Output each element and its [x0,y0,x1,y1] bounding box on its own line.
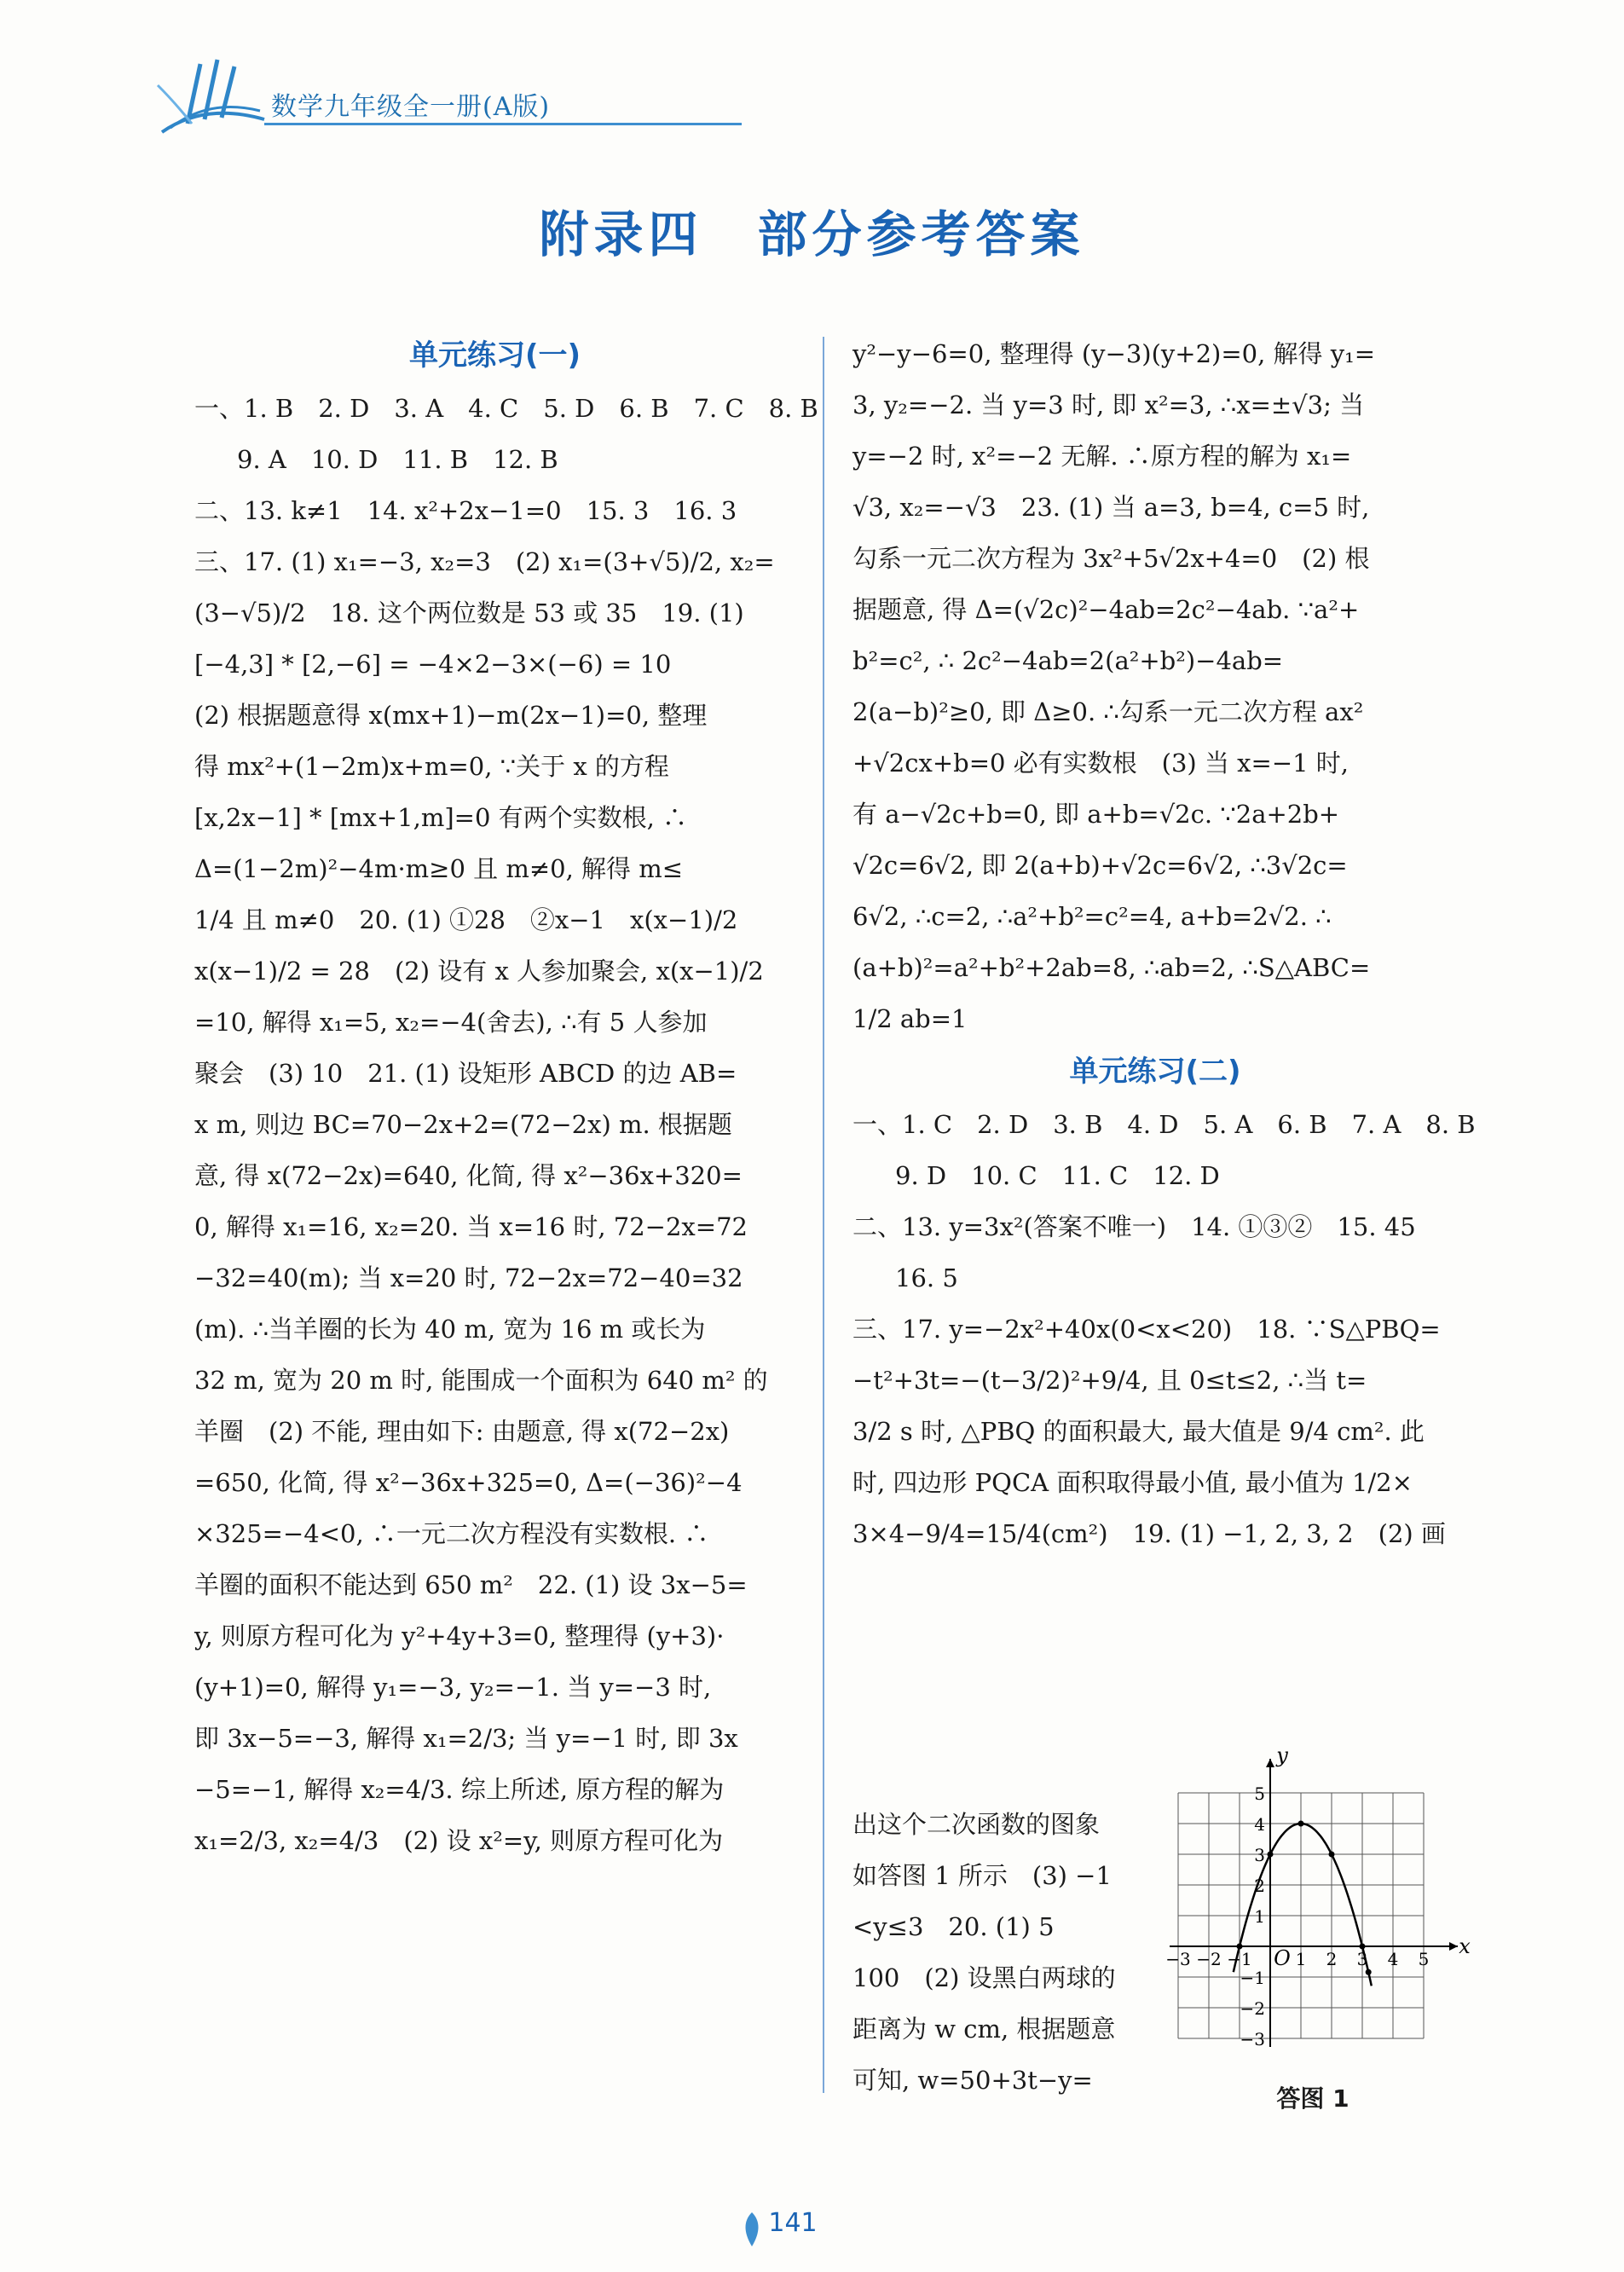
answer-line: (2) 根据题意得 x(mx+1)−m(2x−1)=0, 整理 [194,701,708,730]
answer-line: 1/4 且 m≠0 20. (1) ①28 ②x−1 x(x−1)/2 [194,905,738,934]
answer-line: √3, x₂=−√3 23. (1) 当 a=3, b=4, c=5 时, [852,493,1370,522]
x-tick-label: 2 [1326,1949,1338,1969]
x-tick-label: 5 [1418,1949,1430,1969]
figure-caption: 答图 1 [1276,2084,1349,2113]
answer-line: 勾系一元二次方程为 3x²+5√2x+4=0 (2) 根 [852,544,1370,573]
answer-lines [194,383,818,1866]
x-tick-label: 4 [1387,1949,1399,1969]
answer-line: (m). ∴当羊圈的长为 40 m, 宽为 16 m 或长为 [194,1315,706,1344]
y-tick-label: −1 [1240,1968,1265,1988]
y-tick-label: −2 [1240,1998,1265,2019]
y-tick-label: −3 [1240,2029,1265,2049]
right-column [852,328,1476,1559]
answer-line: =650, 化简, 得 x²−36x+325=0, Δ=(−36)²−4 [194,1468,743,1497]
book-title: 数学九年级全一册(A版) [271,92,551,122]
book-logo-icon [153,51,273,136]
answer-line: 得 mx²+(1−2m)x+m=0, ∵关于 x 的方程 [194,752,669,781]
answer-line: =10, 解得 x₁=5, x₂=−4(舍去), ∴有 5 人参加 [194,1008,708,1037]
origin-label: O [1274,1946,1291,1970]
answer-line: 9. D 10. C 11. C 12. D [895,1161,1220,1190]
answer-line: y²−y−6=0, 整理得 (y−3)(y+2)=0, 解得 y₁= [852,339,1376,368]
answer-line: 1/2 ab=1 [852,1004,968,1033]
y-axis-arrow-icon [1266,1759,1274,1767]
y-tick-label: 2 [1254,1876,1265,1896]
data-point [1329,1852,1335,1858]
answer-line: 2(a−b)²≥0, 即 Δ≥0. ∴勾系一元二次方程 ax² [852,697,1364,726]
answer-line: 9. A 10. D 11. B 12. B [237,445,558,474]
answer-line: 羊圈 (2) 不能, 理由如下: 由题意, 得 x(72−2x) [194,1417,730,1446]
data-point [1268,1852,1274,1858]
x-axis-arrow-icon [1449,1942,1458,1951]
answer-line: 二、13. y=3x²(答案不唯一) 14. ①③② 15. 45 [852,1212,1416,1241]
answer-line: 16. 5 [895,1263,958,1292]
data-point [1366,1969,1372,1975]
answer-line: 距离为 w cm, 根据题意 [852,2015,1116,2044]
x-tick-label: 3 [1356,1949,1368,1969]
x-tick-label: −1 [1227,1949,1252,1969]
answer-line: 一、1. C 2. D 3. B 4. D 5. A 6. B 7. A 8. B [852,1110,1476,1139]
answer-lines [852,328,1458,1044]
answer-line: 三、17. (1) x₁=−3, x₂=3 (2) x₁=(3+√5)/2, x₂= [194,547,775,576]
answer-line: <y≤3 20. (1) 5 [852,1912,1055,1941]
answer-line: 一、1. B 2. D 3. A 4. C 5. D 6. B 7. C 8. B [194,394,818,423]
data-point [1298,1821,1304,1827]
x-tick-label: −2 [1196,1949,1222,1969]
x-tick-label: 1 [1295,1949,1307,1969]
column-divider [823,337,824,2093]
answer-line: +√2cx+b=0 必有实数根 (3) 当 x=−1 时, [852,749,1349,778]
answer-line: 二、13. k≠1 14. x²+2x−1=0 15. 3 16. 3 [194,496,737,525]
answer-line: 时, 四边形 PQCA 面积取得最小值, 最小值为 1/2× [852,1468,1413,1497]
answer-line: 据题意, 得 Δ=(√2c)²−4ab=2c²−4ab. ∵a²+ [852,595,1360,624]
answer-line: ×325=−4<0, ∴一元二次方程没有实数根. ∴ [194,1519,709,1548]
answer-line: √2c=6√2, 即 2(a+b)+√2c=6√2, ∴3√2c= [852,851,1348,880]
answer-line: −t²+3t=−(t−3/2)²+9/4, 且 0≤t≤2, ∴当 t= [852,1366,1367,1395]
section-title-unit-1: 单元练习(一) [408,338,581,373]
answer-line: 3×4−9/4=15/4(cm²) 19. (1) −1, 2, 3, 2 (2) 画 [852,1519,1446,1548]
answer-line: b²=c², ∴ 2c²−4ab=2(a²+b²)−4ab= [852,646,1284,675]
answer-line: y, 则原方程可化为 y²+4y+3=0, 整理得 (y+3)· [194,1622,725,1651]
answer-line: x₁=2/3, x₂=4/3 (2) 设 x²=y, 则原方程可化为 [194,1826,724,1855]
answer-line: 0, 解得 x₁=16, x₂=20. 当 x=16 时, 72−2x=72 [194,1212,748,1241]
data-point [1237,1944,1243,1950]
figure-side-text [852,1799,1159,2106]
page-header [153,51,597,145]
y-tick-label: 5 [1254,1783,1265,1804]
data-point [1360,1944,1366,1950]
answer-line: −32=40(m); 当 x=20 时, 72−2x=72−40=32 [194,1263,743,1292]
answer-line: [−4,3] * [2,−6] = −4×2−3×(−6) = 10 [194,650,672,679]
answer-line: 意, 得 x(72−2x)=640, 化简, 得 x²−36x+320= [194,1161,743,1190]
answer-line: 3/2 s 时, △PBQ 的面积最大, 最大值是 9/4 cm². 此 [852,1417,1425,1446]
answer-line: 可知, w=50+3t−y= [852,2066,1093,2095]
answer-line: 6√2, ∴c=2, ∴a²+b²=c²=4, a+b=2√2. ∴ [852,902,1332,931]
answer-line: (3−√5)/2 18. 这个两位数是 53 或 35 19. (1) [194,598,744,627]
answer-line: y=−2 时, x²=−2 无解. ∴原方程的解为 x₁= [852,442,1352,471]
page-number: 141 [768,2208,818,2238]
x-axis-label: x [1459,1934,1471,1958]
answer-line: 32 m, 宽为 20 m 时, 能围成一个面积为 640 m² 的 [194,1366,768,1395]
answer-line: 有 a−√2c+b=0, 即 a+b=√2c. ∵2a+2b+ [852,800,1340,829]
answer-line: x m, 则边 BC=70−2x+2=(72−2x) m. 根据题 [194,1110,732,1139]
answer-line: (y+1)=0, 解得 y₁=−3, y₂=−1. 当 y=−3 时, [194,1673,712,1702]
x-tick-label: −3 [1165,1949,1191,1969]
answer-lines [852,1099,1476,1559]
parabola-figure [1165,1743,1471,2119]
answer-line: Δ=(1−2m)²−4m·m≥0 且 m≠0, 解得 m≤ [194,854,684,883]
answer-line: 羊圈的面积不能达到 650 m² 22. (1) 设 3x−5= [194,1570,748,1599]
answer-line: 出这个二次函数的图象 [852,1810,1101,1839]
answer-line: −5=−1, 解得 x₂=4/3. 综上所述, 原方程的解为 [194,1775,725,1804]
answer-line: 如答图 1 所示 (3) −1 [852,1861,1112,1890]
answer-line: 三、17. y=−2x²+40x(0<x<20) 18. ∵S△PBQ= [852,1315,1441,1344]
answer-line: 聚会 (3) 10 21. (1) 设矩形 ABCD 的边 AB= [194,1059,737,1088]
answer-line: 3, y₂=−2. 当 y=3 时, 即 x²=3, ∴x=±√3; 当 [852,390,1365,419]
section-title-unit-2: 单元练习(二) [1069,1055,1241,1089]
y-tick-label: 3 [1254,1845,1265,1865]
answer-line: (a+b)²=a²+b²+2ab=8, ∴ab=2, ∴S△ABC= [852,953,1371,982]
y-tick-label: 4 [1254,1814,1265,1835]
y-tick-label: 1 [1254,1906,1265,1927]
y-axis-label: y [1276,1743,1288,1767]
answer-line: 100 (2) 设黑白两球的 [852,1963,1116,1992]
answer-line: x(x−1)/2 = 28 (2) 设有 x 人参加聚会, x(x−1)/2 [194,957,764,986]
header-underline [264,123,742,125]
answer-line: [x,2x−1] * [mx+1,m]=0 有两个实数根, ∴ [194,803,688,832]
page-title: 附录四 部分参考答案 [539,205,1085,263]
parabola-graph [1165,1743,1471,2076]
left-column [194,328,818,1866]
answer-line: 即 3x−5=−3, 解得 x₁=2/3; 当 y=−1 时, 即 3x [194,1724,738,1753]
